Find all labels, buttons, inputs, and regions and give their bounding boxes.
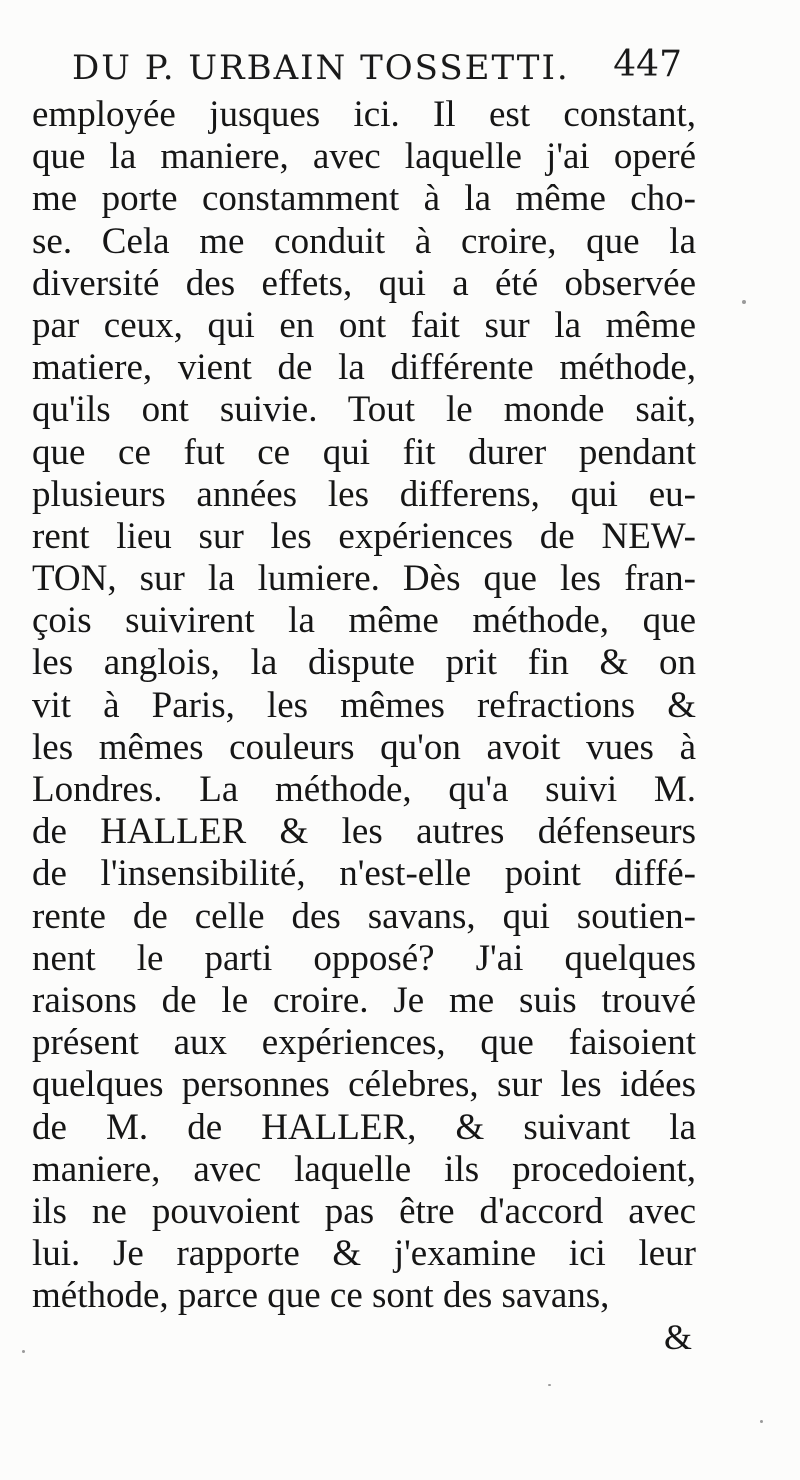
- text-line: maniere, avec laquelle ils procedoient,: [32, 1148, 696, 1190]
- text-line: les anglois, la dispute prit fin & on: [32, 642, 696, 684]
- text-line: TON, sur la lumiere. Dès que les fran-: [32, 558, 696, 600]
- text-line: présent aux expériences, que faisoient: [32, 1022, 696, 1064]
- text-line: employée jusques ici. Il est constant,: [32, 94, 696, 135]
- text-line: çois suivirent la même méthode, que: [32, 600, 696, 642]
- text-line: vit à Paris, les mêmes refractions &: [32, 684, 696, 726]
- page-number: 447: [613, 44, 682, 85]
- text-line: les mêmes couleurs qu'on avoit vues à: [32, 726, 696, 768]
- text-line: quelques personnes célebres, sur les idées: [32, 1064, 696, 1106]
- paper-speck: [742, 300, 746, 304]
- paper-speck: [22, 1350, 25, 1353]
- text-line: de HALLER & les autres défenseurs: [32, 811, 696, 853]
- text-line: par ceux, qui en ont fait sur la même: [32, 304, 696, 346]
- text-line: Londres. La méthode, qu'a suivi M.: [32, 769, 696, 810]
- text-line: nent le parti opposé? J'ai quelques: [32, 937, 696, 979]
- text-line: raisons de le croire. Je me suis trouvé: [32, 979, 696, 1021]
- text-line: de l'insensibilité, n'est-elle point diffé-: [32, 853, 696, 895]
- text-line: rent lieu sur les expériences de NEW-: [32, 515, 696, 557]
- paper-speck: [760, 1420, 763, 1423]
- running-head: [72, 40, 682, 100]
- catchword: &: [663, 1317, 692, 1357]
- text-line: ils ne pouvoient pas être d'accord avec: [32, 1190, 696, 1232]
- text-line: me porte constamment à la même cho-: [32, 178, 696, 220]
- text-line: matiere, vient de la différente méthode,: [32, 347, 696, 389]
- text-line: se. Cela me conduit à croire, que la: [32, 220, 696, 262]
- text-line: qu'ils ont suivie. Tout le monde sait,: [32, 389, 696, 431]
- text-line: que ce fut ce qui fit durer pendant: [32, 431, 696, 473]
- text-line: que la maniere, avec laquelle j'ai operé: [32, 136, 696, 178]
- text-line: rente de celle des savans, qui soutien-: [32, 895, 696, 937]
- text-line: méthode, parce que ce sont des savans,: [32, 1275, 610, 1317]
- paper-speck: [548, 1384, 551, 1386]
- text-line: plusieurs années les differens, qui eu-: [32, 473, 696, 515]
- text-line: de M. de HALLER, & suivant la: [32, 1106, 696, 1148]
- running-title: DU P. URBAIN TOSSETTI.: [72, 48, 570, 88]
- body-text: [32, 94, 696, 1317]
- text-line: lui. Je rapporte & j'examine ici leur: [32, 1233, 696, 1275]
- text-line: diversité des effets, qui a été observée: [32, 262, 696, 304]
